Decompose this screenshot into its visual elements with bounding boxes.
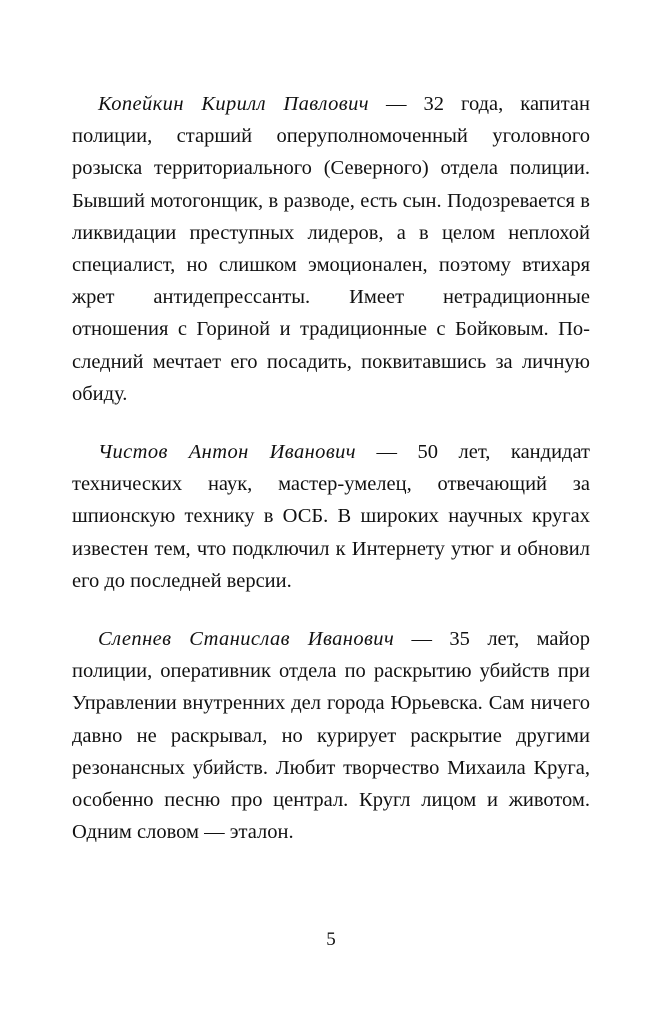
character-description: — 35 лет, майор полиции, оперативник отдела по раскрытию убийств при Управлении внутренних дел города Юрьевска. Сам ничего давно не раскрывал, но курирует раскрытие другими резонансных убийств. Любит творчество Михаила Круга, особенно песню про централ. Кругл лицом и животом. Одним словом — эталон.: [72, 628, 590, 844]
character-description: — 50 лет, кандидат технических наук, мастер-умелец, отвечающий за шпионскую технику в ОСБ. В широких научных кругах известен тем, что подключил к Интернету утюг и обновил его до последней версии.: [72, 441, 590, 592]
character-entry-paragraph: [72, 623, 590, 848]
character-entry-paragraph: [72, 436, 590, 597]
character-name: Слепнев Станислав Иванович: [98, 628, 395, 651]
character-name: Чистов Антон Иванович: [98, 441, 356, 464]
character-name: Копейкин Кирилл Павлович: [98, 93, 369, 115]
character-description: — 32 года, капитан полиции, старший оперуполномоченный уголовного розыска территориального (Северного) отдела полиции. Бывший мотогонщик, в разводе, есть сын. Подозревается в ликвидации преступных лидеров, а в целом неплохой специалист, но слишком эмоционален, поэтому втихаря жрет антидепрессанты. Имеет нетрадиционные отношения с Гориной и традиционные с Бойковым. Последний мечтает его посадить, поквитавшись за личную обиду.: [72, 93, 590, 405]
character-entry-paragraph: [72, 88, 590, 410]
page-text-column: [72, 88, 590, 848]
page-number: 5: [326, 929, 336, 950]
